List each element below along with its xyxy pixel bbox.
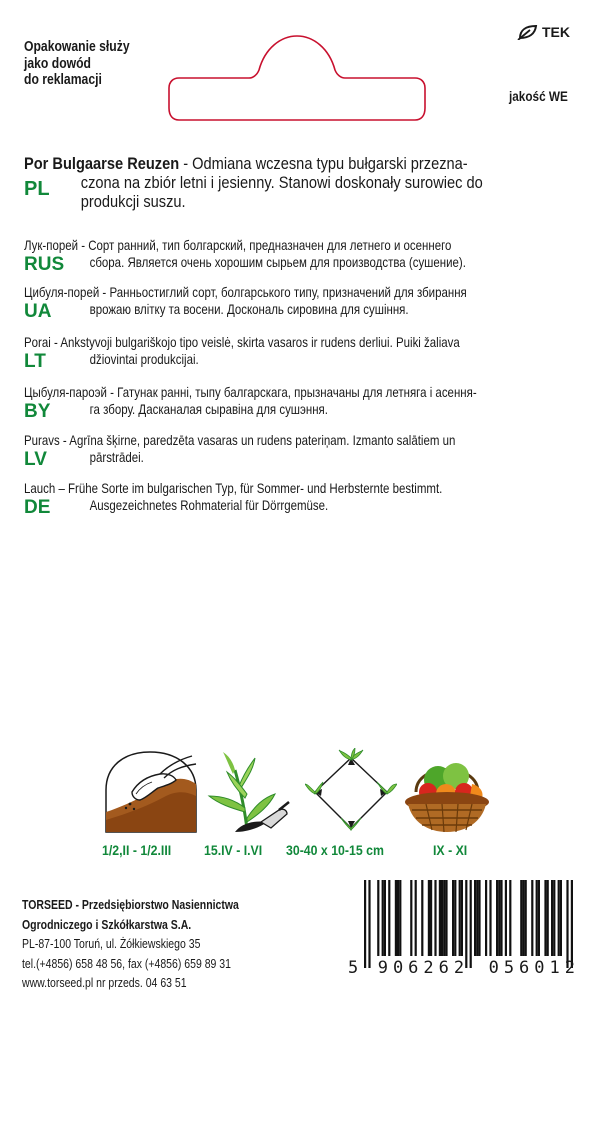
company-line: Ogrodniczego i Szkółkarstwa S.A. [22, 917, 192, 932]
barcode-bar [571, 880, 573, 968]
barcode-bar [566, 880, 568, 968]
description-line: Porai - Ankstyvoji bulgariškojo tipo veislė, skirta vasaros ir rudens derliui. Puiki žaliava [24, 334, 460, 350]
description-line: Цибуля-порей - Ранньостиглий сорт, болгарського типу, призначений для збирання [24, 284, 467, 300]
complaint-notice [24, 39, 130, 89]
barcode-bar [525, 880, 527, 956]
description-line-rest: - Odmiana wczesna typu bułgarski przezna- [179, 154, 468, 173]
barcode-bar [377, 880, 379, 956]
language-code: UA [24, 301, 52, 322]
barcode-bar [430, 880, 432, 956]
barcode-bar [395, 880, 397, 956]
language-code: PL [24, 178, 50, 200]
description-text [24, 432, 455, 466]
language-code: LT [24, 351, 46, 372]
barcode-digit-group: 056012 [488, 958, 580, 978]
description-line: czona na zbiór letni i jesienny. Stanowi doskonały surowiec do [80, 173, 483, 192]
barcode-bar [410, 880, 412, 956]
barcode-bar [498, 880, 500, 956]
language-code: RUS [24, 254, 65, 275]
barcode-bar [454, 880, 456, 956]
barcode-bar [551, 880, 553, 956]
barcode-bar [522, 880, 524, 956]
barcode-bar [459, 880, 461, 956]
ean-barcode [348, 880, 580, 990]
address-line: PL-87-100 Toruń, ul. Żółkiewskiego 35 [22, 937, 201, 951]
description-line: pārstrādei. [89, 449, 144, 465]
barcode-bar [500, 880, 502, 956]
phone-line: tel.(+4856) 658 48 56, fax (+4856) 659 89 31 [22, 956, 232, 971]
barcode-bar [384, 880, 386, 956]
description-line: Puravs - Agrīna šķirne, paredzēta vasaras un rudens pateriņam. Izmanto salātiem un [24, 432, 456, 448]
barcode-bar [452, 880, 454, 956]
barcode-bar [368, 880, 370, 968]
barcode-bar [544, 880, 546, 956]
company-line-rest: - Przedsiębiorstwo Nasiennictwa [72, 898, 239, 912]
company-name: TORSEED [22, 898, 73, 912]
description-text [24, 284, 467, 318]
plant-spacing-icon [305, 748, 397, 834]
barcode-bar [538, 880, 540, 956]
description-line: produkcji suszu. [80, 192, 186, 211]
barcode-bar [547, 880, 549, 956]
sowing-hand-icon [102, 748, 200, 834]
barcode-bar [434, 880, 436, 956]
barcode-bar [476, 880, 478, 956]
barcode-bar [421, 880, 423, 956]
barcode-bar [474, 880, 476, 956]
complaint-notice-line: Opakowanie służy [24, 39, 130, 55]
harvest-basket-icon [402, 748, 492, 834]
harvest-period-label: IX - XI [433, 842, 468, 858]
description-text [24, 334, 460, 368]
description-line: сбора. Является очень хорошим сырьем для производства (сушение). [89, 254, 466, 270]
description-line: Ausgezeichnetes Rohmaterial für Dörrgemüse. [89, 497, 329, 513]
description-line: врожаю влітку та восени. Доскональ сировина для сушіння. [89, 301, 409, 317]
description-rus [24, 237, 563, 275]
barcode-bar [399, 880, 401, 956]
barcode-bar [439, 880, 441, 956]
barcode-number [348, 958, 580, 978]
description-pl [24, 154, 557, 211]
barcode-bar [536, 880, 538, 956]
barcode-bar [485, 880, 487, 956]
description-line [24, 154, 483, 173]
planting-period-label: 15.IV - I.VI [204, 842, 263, 858]
description-lt [24, 334, 555, 372]
language-code: LV [24, 449, 47, 470]
barcode-bar [428, 880, 430, 956]
barcode-bar [364, 880, 366, 968]
complaint-notice-line: jako dowód [24, 55, 91, 72]
quality-label: jakość WE [509, 88, 568, 104]
barcode-bar [496, 880, 498, 956]
barcode-bar [382, 880, 384, 956]
description-line: га збору. Дасканалая сыравіна для сушэння. [89, 401, 328, 417]
barcode-bar [415, 880, 417, 956]
company-info [22, 896, 239, 994]
tek-brand-mark [516, 24, 570, 40]
complaint-notice-line: do reklamacji [24, 72, 102, 88]
description-text [24, 480, 442, 514]
language-code: DE [24, 497, 51, 518]
barcode-bar [397, 880, 399, 956]
seedling-trowel-icon [205, 748, 291, 834]
barcode-bar [445, 880, 447, 956]
description-line: džiovintai produkcijai. [89, 351, 199, 367]
barcode-bar [558, 880, 560, 956]
barcode-digit-group: 5 [348, 958, 359, 978]
barcode-bar [531, 880, 533, 956]
variety-name: Por Bulgaarse Reuzen [24, 154, 180, 173]
company-line [22, 896, 239, 916]
description-line: Лук-порей - Сорт ранний, тип болгарский, предназначен для летнего и осеннего [24, 237, 452, 253]
sowing-period-label: 1/2,II - 1/2.III [102, 842, 172, 858]
barcode-bar [441, 880, 443, 956]
leaf-logo-icon [516, 24, 538, 40]
hang-hole-outline [165, 16, 430, 124]
barcode-bar [509, 880, 511, 956]
barcode-bar [560, 880, 562, 956]
spacing-label: 30-40 x 10-15 cm [286, 842, 384, 858]
description-line: Цыбуля-пароэй - Гатунак ранні, тыпу балгарскага, прызначаны для летняга і асення- [24, 384, 477, 400]
description-ua [24, 284, 564, 322]
language-code: BY [24, 401, 51, 422]
description-by [24, 384, 576, 422]
barcode-bar [388, 880, 390, 956]
barcode-bar [443, 880, 445, 956]
barcode-bar [465, 880, 467, 968]
website-line: www.torseed.pl nr przeds. 04 63 51 [22, 976, 187, 990]
description-de [24, 480, 534, 518]
description-text [24, 237, 466, 271]
tek-label: TEK [542, 24, 570, 40]
barcode-bar [505, 880, 507, 956]
barcode-bar [470, 880, 472, 968]
barcode-bar [489, 880, 491, 956]
barcode-digit-group: 906262 [377, 958, 470, 978]
description-text [24, 154, 483, 211]
barcode-bars [348, 880, 580, 968]
description-line: Lauch – Frühe Sorte im bulgarischen Typ, für Sommer- und Herbsternte bestimmt. [24, 480, 443, 496]
barcode-bar [478, 880, 480, 956]
description-lv [24, 432, 550, 470]
description-text [24, 384, 477, 418]
barcode-bar [520, 880, 522, 956]
barcode-bar [553, 880, 555, 956]
barcode-bar [461, 880, 463, 956]
